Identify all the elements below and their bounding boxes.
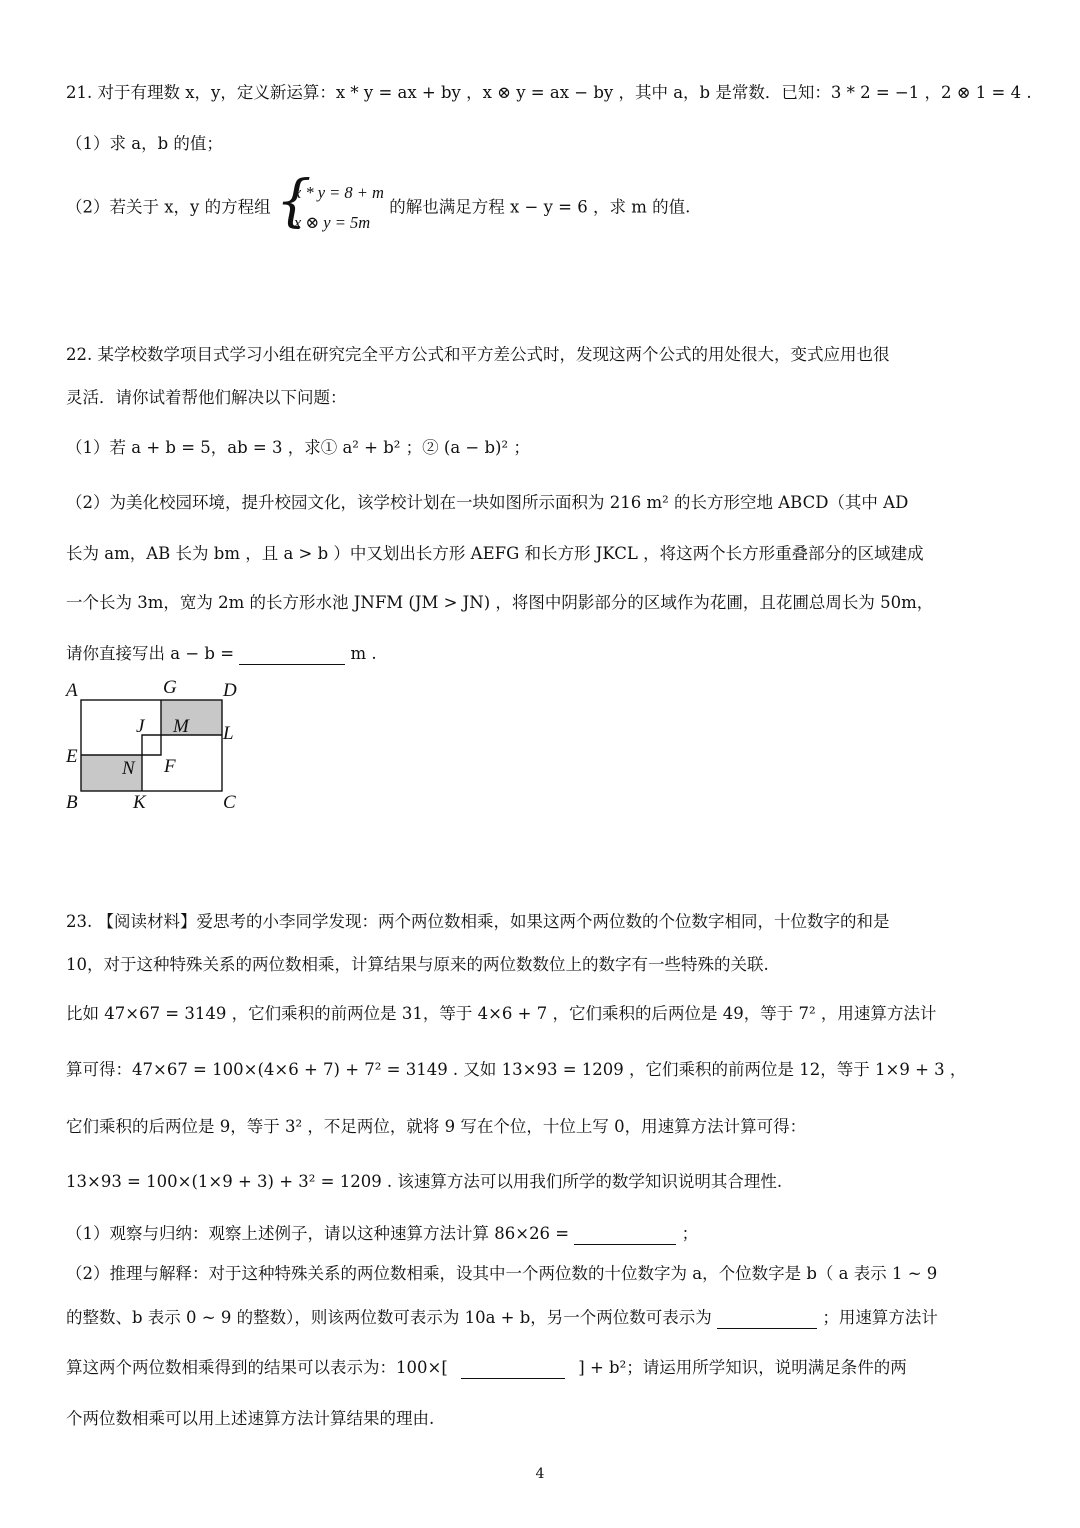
rectangle-aefg-edges [81, 700, 161, 755]
q22-line2: 灵活．请你试着帮他们解决以下问题： [66, 388, 347, 407]
q23-line4: 算可得：47×67 = 100×(4×6 + 7) + 7² = 3149 . 又如 13×93 = 1209 ，它们乘积的前两位是 12，等于 1×9 + 3 ， [66, 1060, 967, 1079]
rectangle-jkcl-edges [142, 735, 222, 791]
q23-part2-line2 [66, 1308, 938, 1329]
q22-part2-line1: （2）为美化校园环境，提升校园文化，该学校计划在一块如图所示面积为 216 m² 的长方形空地 ABCD（其中 AD [66, 493, 909, 512]
equation-system [275, 169, 384, 238]
q23-part2-line1: （2）推理与解释：对于这种特殊关系的两位数相乘，设其中一个两位数的十位数字为 a，个位数字是 b（ a 表示 1 ~ 9 [66, 1264, 938, 1283]
q23-part2-blank-1[interactable] [717, 1308, 817, 1329]
q21-part2-prefix: （2）若关于 x，y 的方程组 [66, 197, 271, 217]
label-c: C [223, 792, 236, 813]
q23-part2-line3-suffix: ] + b²；请运用所学知识，说明满足条件的两 [578, 1358, 907, 1377]
q22-answer-blank[interactable] [239, 644, 345, 665]
brace-icon: { [275, 169, 312, 234]
q22-answer-unit: m . [350, 644, 377, 663]
label-e: E [66, 746, 78, 767]
q23-part1-prefix: （1）观察与归纳：观察上述例子，请以这种速算方法计算 86×26 = [66, 1224, 570, 1243]
q22-part2-line3: 一个长为 3m，宽为 2m 的长方形水池 JNFM (JM > JN) ，将图中阴影部分的区域作为花圃，且花圃总周长为 50m， [66, 593, 934, 612]
q22-part2-line2: 长为 am，AB 长为 bm ，且 a > b ）中又划出长方形 AEFG 和长方形 JKCL ，将这两个长方形重叠部分的区域建成 [66, 544, 924, 563]
label-m: M [173, 716, 189, 737]
q23-part2-line4: 个两位数相乘可以用上述速算方法计算结果的理由. [66, 1409, 435, 1428]
label-j: J [136, 716, 145, 737]
q21-part1: （1）求 a，b 的值； [66, 134, 223, 153]
q23-part1-suffix: ； [681, 1224, 699, 1243]
q22-part1: （1）若 a + b = 5，ab = 3 ，求① a² + b² ；② (a − b)² ； [66, 438, 530, 457]
label-n: N [122, 758, 135, 779]
q23-line1: 23. 【阅读材料】爱思考的小李同学发现：两个两位数相乘，如果这两个两位数的个位数字相同，十位数字的和是 [66, 912, 890, 931]
q23-part2-line2-prefix: 的整数、b 表示 0 ~ 9 的整数），则该两位数可表示为 10a + b，另一个两位数可表示为 [66, 1308, 712, 1327]
equation-2: x ⊗ y = 5m [293, 213, 371, 232]
q22-part2-line4 [66, 644, 377, 665]
q23-part1-blank[interactable] [574, 1224, 676, 1245]
q22-line1: 22. 某学校数学项目式学习小组在研究完全平方公式和平方差公式时，发现这两个公式的用处很大，变式应用也很 [66, 345, 890, 364]
q23-part2-blank-2[interactable] [461, 1358, 565, 1379]
q23-line3: 比如 47×67 = 3149 ，它们乘积的前两位是 31，等于 4×6 + 7 ，它们乘积的后两位是 49，等于 7² ，用速算方法计 [66, 1004, 937, 1023]
label-b: B [66, 792, 78, 813]
q23-part2-line2-suffix: ；用速算方法计 [822, 1308, 938, 1327]
equation-1: x * y = 8 + m [293, 183, 384, 202]
q23-part1 [66, 1224, 698, 1245]
label-l: L [223, 723, 234, 744]
q21-part2 [66, 169, 691, 238]
rectangle-figure [60, 676, 250, 816]
label-d: D [223, 680, 237, 701]
label-a: A [66, 680, 78, 701]
q21-part2-suffix: 的解也满足方程 x − y = 6 ，求 m 的值. [389, 197, 691, 217]
q21-line1: 21. 对于有理数 x，y，定义新运算：x * y = ax + by ，x ⊗ y = ax − by ，其中 a，b 是常数．已知：3 * 2 = −1 ，2 ⊗ 1 = 4 . [66, 83, 1032, 102]
shaded-region-top [161, 700, 222, 735]
label-g: G [163, 677, 177, 698]
label-f: F [164, 756, 176, 777]
q23-part2-line3 [66, 1358, 907, 1379]
q23-part2-line3-prefix: 算这两个两位数相乘得到的结果可以表示为：100×[ [66, 1358, 448, 1377]
q23-line5: 它们乘积的后两位是 9，等于 3² ，不足两位，就将 9 写在个位，十位上写 0，用速算方法计算可得： [66, 1117, 807, 1136]
q23-line6: 13×93 = 100×(1×9 + 3) + 3² = 1209 . 该速算方法可以用我们所学的数学知识说明其合理性. [66, 1172, 783, 1191]
label-k: K [133, 792, 146, 813]
q22-answer-prefix: 请你直接写出 a − b = [66, 644, 235, 663]
page-number: 4 [535, 1466, 545, 1482]
q23-line2: 10，对于这种特殊关系的两位数相乘，计算结果与原来的两位数数位上的数字有一些特殊的关联. [66, 955, 769, 974]
